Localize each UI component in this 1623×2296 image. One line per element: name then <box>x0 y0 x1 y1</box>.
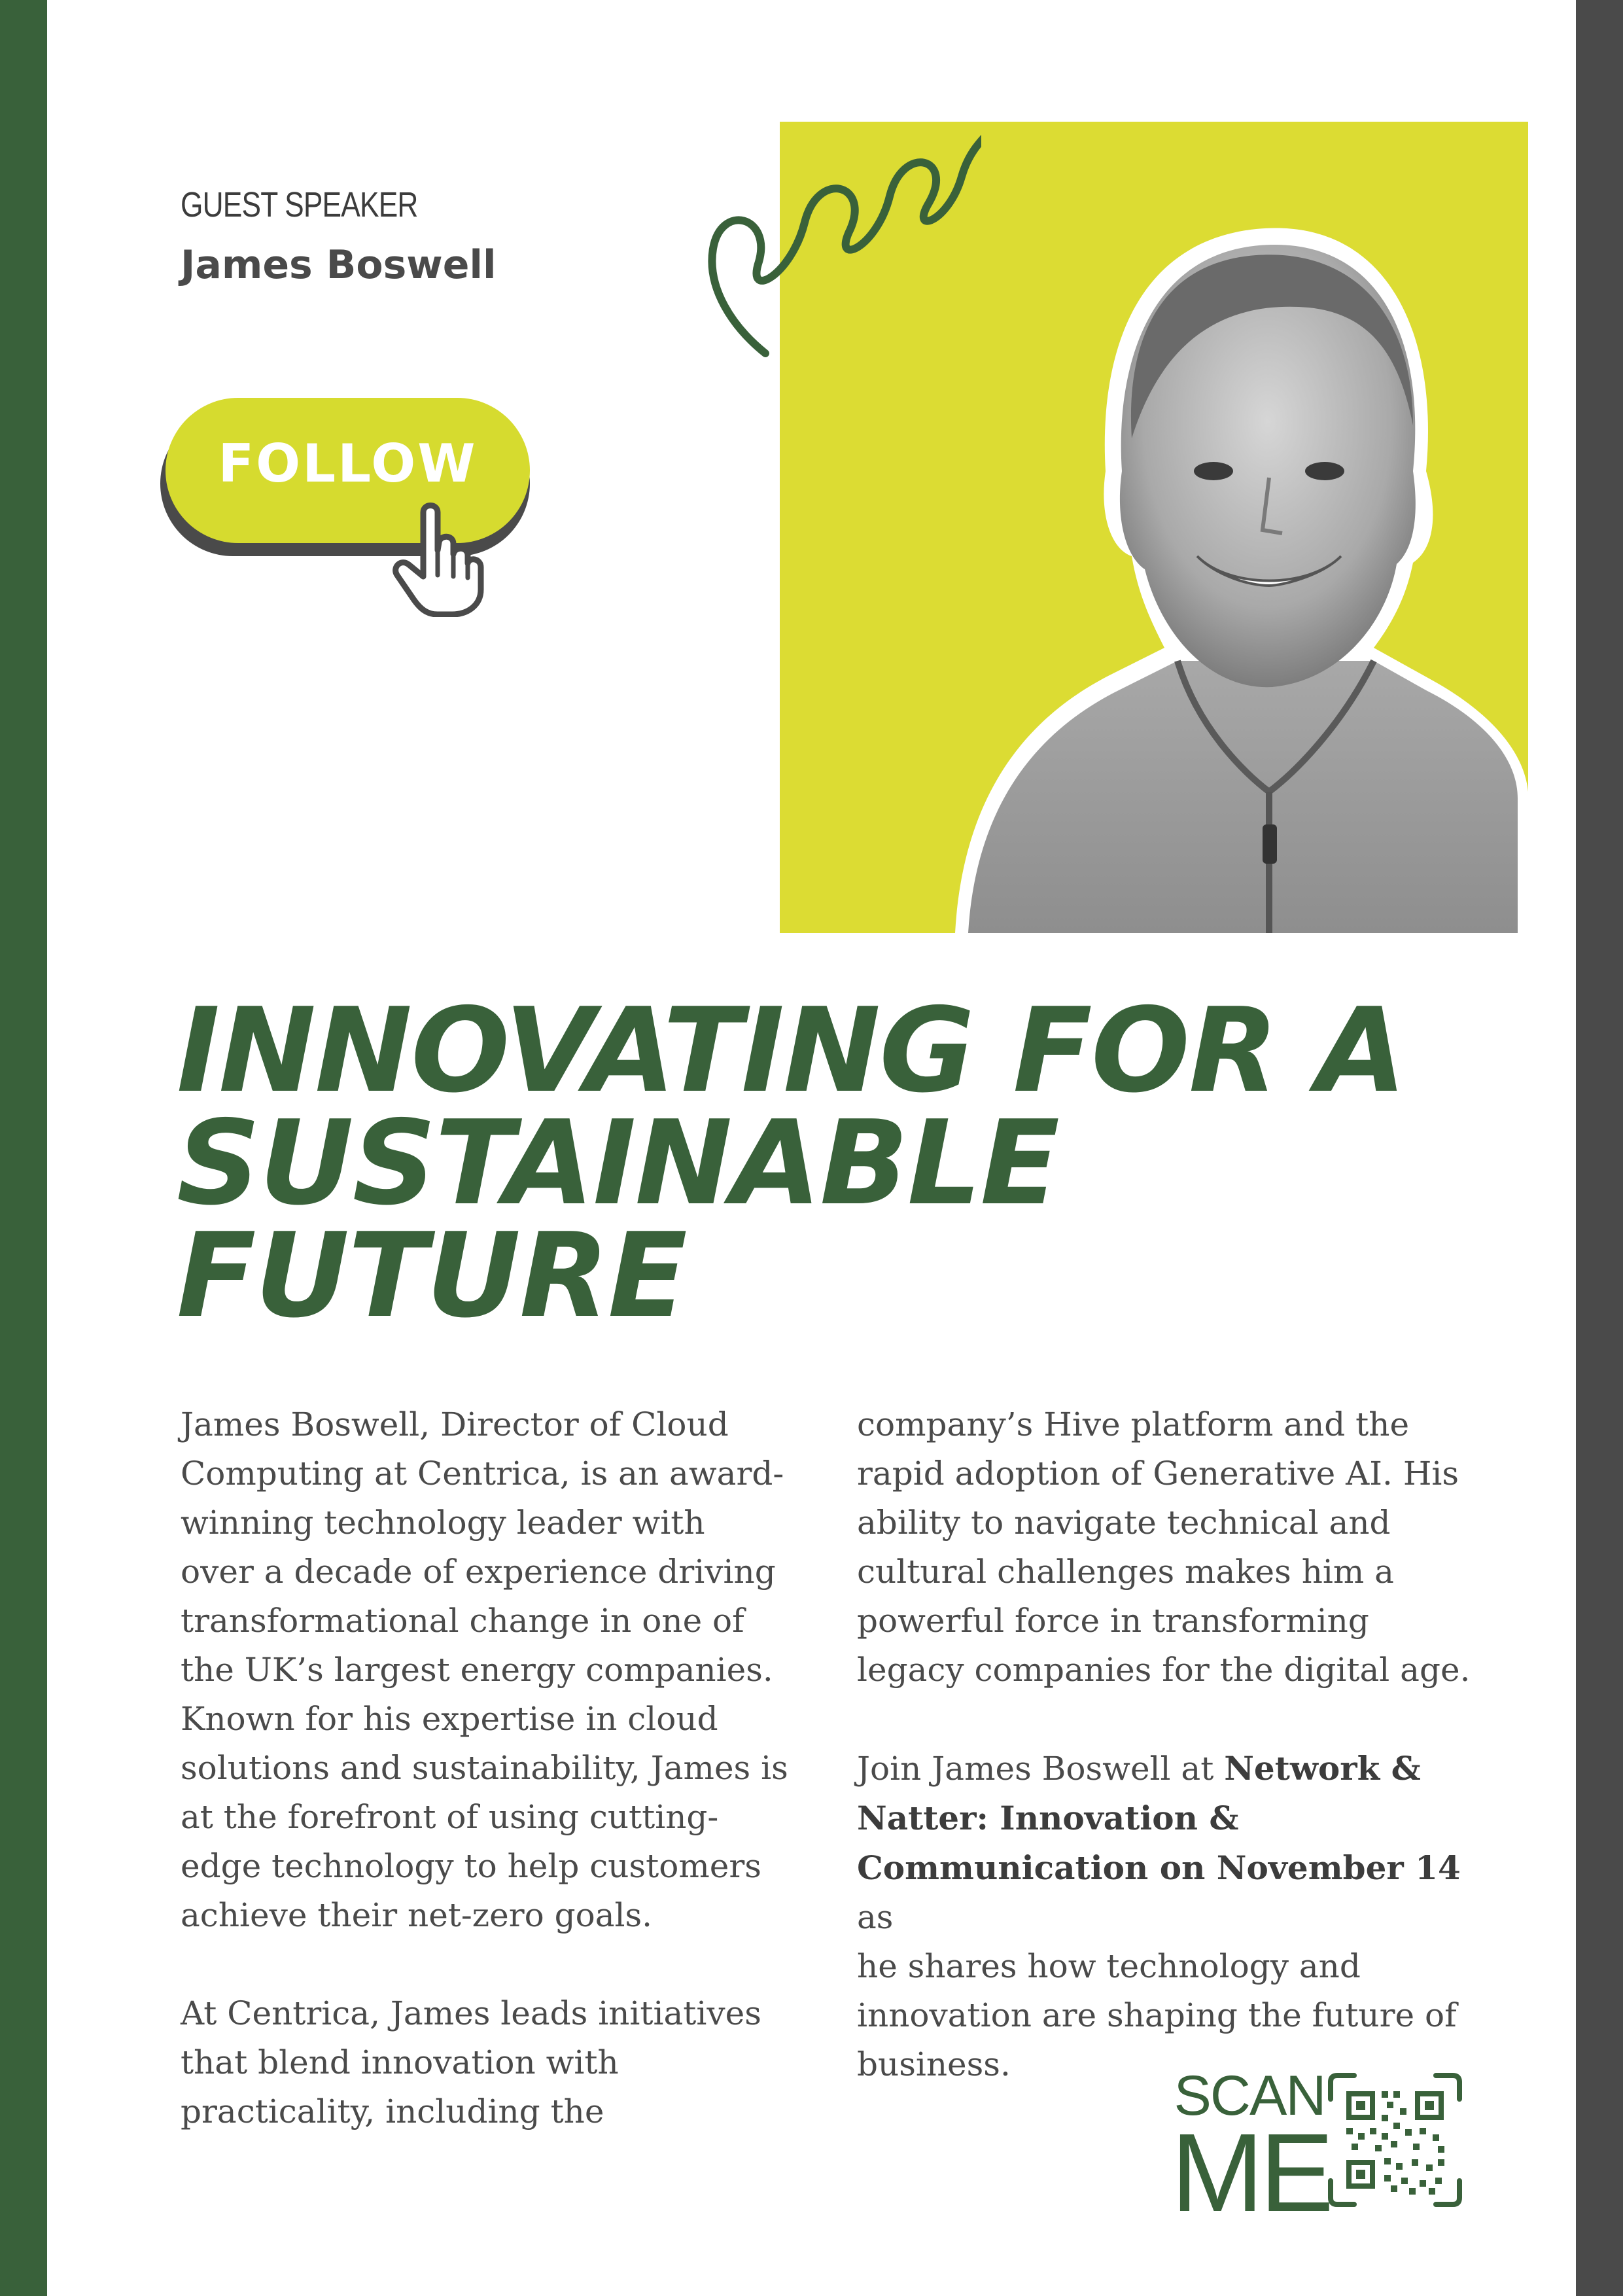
event-name: Natter: Innovation & <box>857 1799 1239 1837</box>
qr-code-icon[interactable] <box>1328 2073 1462 2207</box>
body-paragraph <box>181 1989 809 2136</box>
body-line: powerful force in transforming <box>857 1602 1369 1640</box>
body-line: solutions and sustainability, James is <box>181 1749 788 1787</box>
cta-text: innovation are shaping the future of <box>857 1996 1457 2034</box>
body-line: At Centrica, James leads initiatives <box>181 1994 761 2032</box>
event-callout <box>857 1744 1485 2089</box>
body-line: legacy companies for the digital age. <box>857 1651 1471 1689</box>
body-line: transformational change in one of <box>181 1602 744 1640</box>
scan-me-label <box>1171 2064 1330 2235</box>
left-border-bar <box>0 0 47 2296</box>
cta-text: as <box>857 1898 894 1936</box>
headline-line-3: FUTURE <box>177 1208 686 1343</box>
right-border-bar <box>1576 0 1623 2296</box>
body-paragraph <box>857 1400 1485 1695</box>
body-line: Computing at Centrica, is an award- <box>181 1455 784 1492</box>
pointer-hand-icon <box>389 499 487 617</box>
cta-text: he shares how technology and <box>857 1947 1361 1985</box>
headline-line-1: INNOVATING FOR A <box>177 983 1405 1118</box>
body-line: Known for his expertise in cloud <box>181 1700 718 1738</box>
body-line: James Boswell, Director of Cloud <box>181 1405 729 1443</box>
body-paragraph <box>181 1400 809 1940</box>
event-name: Network & <box>1224 1749 1421 1788</box>
body-line: cultural challenges makes him a <box>857 1553 1394 1591</box>
body-line: winning technology leader with <box>181 1504 705 1542</box>
body-line: at the forefront of using cutting- <box>181 1798 719 1836</box>
body-line: edge technology to help customers <box>181 1847 761 1885</box>
body-column-right <box>857 1400 1485 2138</box>
body-line: achieve their net-zero goals. <box>181 1896 653 1934</box>
body-line: practicality, including the <box>181 2093 604 2130</box>
scan-label: SCAN <box>1174 2064 1325 2127</box>
speaker-name: James Boswell <box>181 242 497 288</box>
body-line: company’s Hive platform and the <box>857 1405 1410 1443</box>
follow-button[interactable]: FOLLOW <box>166 398 530 543</box>
body-line: over a decade of experience driving <box>181 1553 776 1591</box>
guest-speaker-label: GUEST SPEAKER <box>181 185 418 224</box>
body-line: that blend innovation with <box>181 2043 619 2081</box>
body-column-left <box>181 1400 809 2185</box>
event-name-date: Communication on November 14 <box>857 1848 1461 1887</box>
speaker-portrait <box>916 164 1528 933</box>
cta-intro: Join James Boswell at <box>857 1750 1225 1788</box>
body-line: rapid adoption of Generative AI. His <box>857 1455 1459 1492</box>
me-label: ME <box>1171 2111 1330 2235</box>
body-line: ability to navigate technical and <box>857 1504 1391 1542</box>
body-line: the UK’s largest energy companies. <box>181 1651 773 1689</box>
headline <box>177 983 1485 1343</box>
cta-text: business. <box>857 2045 1011 2083</box>
headline-line-2: SUSTAINABLE <box>177 1095 1058 1231</box>
follow-widget <box>160 398 540 594</box>
